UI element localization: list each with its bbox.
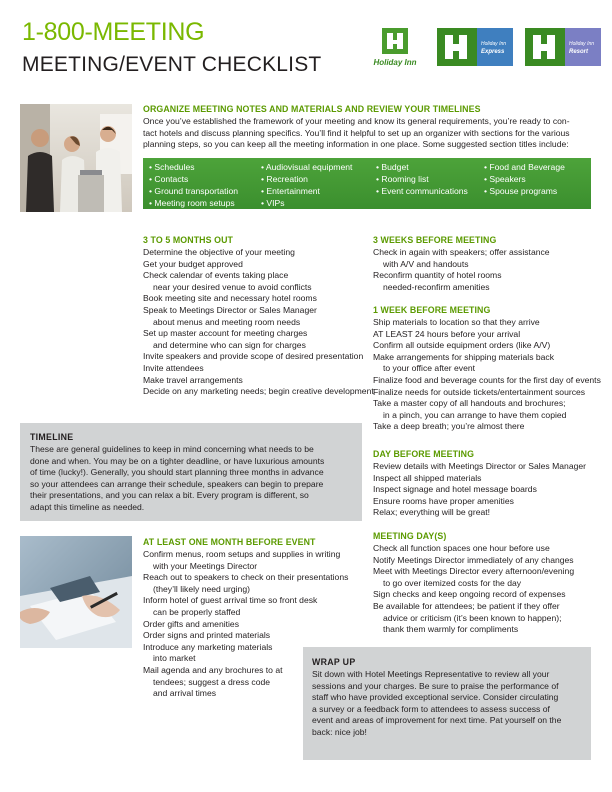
section-titles-column-4 xyxy=(484,161,565,197)
checklist-item: Meet with Meetings Director every afternoon/evening xyxy=(373,566,575,577)
checklist-item: Confirm menus, room setups and supplies in writing xyxy=(143,549,341,559)
checklist-item: tendees; suggest a dress code xyxy=(153,676,271,687)
checklist-item: near your desired venue to avoid conflicts xyxy=(153,281,312,292)
holiday-inn-logo xyxy=(365,28,425,70)
section-title-item: • Spouse programs xyxy=(484,186,558,196)
checklist-item: in a pinch, you can arrange to have them copied xyxy=(383,409,567,420)
timeline-line: of time (lucky!). Generally, you should start planning three months in advance xyxy=(30,467,324,478)
day-before-list xyxy=(373,461,586,519)
checklist-item: Order gifts and amenities xyxy=(143,618,240,629)
section-titles-column-3 xyxy=(376,161,468,197)
wrapup-heading: WRAP UP xyxy=(312,657,356,667)
checklist-item: Check all function spaces one hour before use xyxy=(373,543,550,553)
checklist-item: Finalize needs for outside tickets/entertainment sources xyxy=(373,386,586,397)
section-title-item: • Event communications xyxy=(376,186,468,196)
checklist-item: to your office after event xyxy=(383,363,476,374)
section-title-item: • Meeting room setups xyxy=(149,198,235,208)
svg-text:Resort: Resort xyxy=(569,49,589,55)
checklist-item: Make arrangements for shipping materials back xyxy=(373,351,555,362)
checklist-item: Reach out to speakers to check on their presentations xyxy=(143,572,349,583)
wrapup-paragraph xyxy=(312,669,588,739)
svg-text:Holiday Inn: Holiday Inn xyxy=(373,58,417,67)
checklist-item: Be available for attendees; be patient if they offer xyxy=(373,600,560,611)
checklist-item: with A/V and handouts xyxy=(383,258,469,269)
checklist-item: Set up master account for meeting charges xyxy=(143,328,308,339)
timeline-heading: TIMELINE xyxy=(30,432,74,442)
months-out-list xyxy=(143,247,374,398)
section-title-item: • Ground transportation xyxy=(149,186,238,196)
checklist-item: Confirm all outside equipment orders (like A/V) xyxy=(373,340,551,351)
holiday-inn-resort-logo xyxy=(525,28,601,66)
wrapup-line: staff who have provided exceptional service. Consider circulating xyxy=(312,692,559,703)
section-titles-column-1 xyxy=(149,161,238,209)
one-month-heading: AT LEAST ONE MONTH BEFORE EVENT xyxy=(143,537,316,547)
checklist-item: Speak to Meetings Director or Sales Manager xyxy=(143,304,317,315)
organize-line: Once you’ve established the framework of your meeting and know its general requirements, you’re ready to con- xyxy=(143,116,570,126)
checklist-item: Invite speakers and provide scope of desired presentation xyxy=(143,351,364,362)
checklist-item: Review details with Meetings Director or Sales Manager xyxy=(373,461,587,471)
checklist-item: can be properly staffed xyxy=(153,606,241,617)
checklist-item: and arrival times xyxy=(153,688,217,699)
three-weeks-list xyxy=(373,247,550,293)
checklist-item: Inspect signage and hotel message boards xyxy=(373,484,537,495)
months-out-heading: 3 TO 5 MONTHS OUT xyxy=(143,235,234,245)
checklist-item: advice or criticism (it’s been known to happen); xyxy=(383,612,562,623)
checklist-item: thank them warmly for compliments xyxy=(383,624,519,635)
checklist-item: into market xyxy=(153,653,196,664)
section-titles-column-2 xyxy=(261,161,352,209)
checklist-item: Ship materials to location so that they arrive xyxy=(373,317,540,327)
checklist-item: Notify Meetings Director immediately of any changes xyxy=(373,554,574,565)
timeline-line: These are general guidelines to keep in mind concerning what needs to be xyxy=(30,444,314,454)
checklist-item: (they’ll likely need urging) xyxy=(153,583,250,594)
timeline-line: so your attendees can arrange their schedule, speakers can begin to prepare xyxy=(30,478,324,489)
checklist-item: Sign checks and keep ongoing record of expenses xyxy=(373,589,566,600)
checklist-item: Mail agenda and any brochures to at xyxy=(143,664,283,675)
holiday-inn-express-logo xyxy=(437,28,513,66)
section-title-item: • Entertainment xyxy=(261,186,320,196)
checklist-item: to go over itemized costs for the day xyxy=(383,577,522,588)
section-title-item: • VIPs xyxy=(261,198,285,208)
three-weeks-heading: 3 WEEKS BEFORE MEETING xyxy=(373,235,497,245)
one-week-list xyxy=(373,317,601,433)
checklist-item: Get your budget approved xyxy=(143,258,243,269)
timeline-box xyxy=(20,423,362,521)
organize-line: planning steps, so you can keep all the meeting information in one place. Some suggested section titles include: xyxy=(143,139,569,150)
section-titles-box xyxy=(143,158,591,209)
organize-heading: ORGANIZE MEETING NOTES AND MATERIALS AND REVIEW YOUR TIMELINES xyxy=(143,104,481,114)
section-title-item: • Food and Beverage xyxy=(484,162,565,172)
checklist-item: Inform hotel of guest arrival time so front desk xyxy=(143,595,318,606)
wrapup-box xyxy=(303,647,591,760)
checklist-item: Ensure rooms have proper amenities xyxy=(373,495,514,506)
page-title: MEETING/EVENT CHECKLIST xyxy=(22,53,322,76)
section-title-item: • Budget xyxy=(376,162,409,172)
wrapup-line: sessions and your charges. Be sure to praise the performance of xyxy=(312,680,559,691)
checklist-item: Order signs and printed materials xyxy=(143,630,271,641)
checklist-item: and determine who can sign for charges xyxy=(153,339,306,350)
meeting-days-list xyxy=(373,543,574,636)
checklist-item: Check in again with speakers; offer assistance xyxy=(373,247,550,257)
checklist-item: Decide on any marketing needs; begin creative development xyxy=(143,386,374,397)
checklist-item: Relax; everything will be great! xyxy=(373,507,491,518)
one-week-heading: 1 WEEK BEFORE MEETING xyxy=(373,305,491,315)
section-title-item: • Contacts xyxy=(149,174,189,184)
organize-line: tact hotels and discuss planning specifics. You’ll find it helpful to set up an organizer with sections for the various xyxy=(143,127,570,138)
wrapup-line: back: nice job! xyxy=(312,726,367,737)
section-title-item: • Speakers xyxy=(484,174,526,184)
svg-text:Holiday Inn: Holiday Inn xyxy=(481,41,507,47)
checklist-item: needed-reconfirm amenities xyxy=(383,281,490,292)
checklist-item: Check calendar of events taking place xyxy=(143,270,289,281)
checklist-item: about menus and meeting room needs xyxy=(153,316,301,327)
svg-text:Holiday Inn: Holiday Inn xyxy=(569,41,595,47)
checklist-item: Book meeting site and necessary hotel rooms xyxy=(143,293,317,304)
meeting-photo xyxy=(20,104,132,212)
checklist-item: Determine the objective of your meeting xyxy=(143,247,295,257)
checklist-item: Introduce any marketing materials xyxy=(143,641,273,652)
checklist-item: Make travel arrangements xyxy=(143,374,243,385)
checklist-item: Take a master copy of all handouts and brochures; xyxy=(373,398,566,409)
wrapup-line: a survey or a feedback form to attendees to assess success of xyxy=(312,703,550,714)
brand-phone-number: 1-800-MEETING xyxy=(22,18,205,46)
meeting-days-heading: MEETING DAY(S) xyxy=(373,531,447,541)
checklist-item: Inspect all shipped materials xyxy=(373,472,482,483)
organize-paragraph xyxy=(143,116,591,151)
day-before-heading: DAY BEFORE MEETING xyxy=(373,449,475,459)
section-title-item: • Recreation xyxy=(261,174,308,184)
checklist-item: with your Meetings Director xyxy=(153,560,258,571)
timeline-paragraph xyxy=(30,444,358,514)
timeline-line: done and when. You may be on a tighter deadline, or have luxurious amounts xyxy=(30,455,325,466)
checklist-item: Reconfirm quantity of hotel rooms xyxy=(373,270,502,281)
svg-text:Express: Express xyxy=(481,49,505,55)
checklist-item: Take a deep breath; you’re almost there xyxy=(373,421,525,432)
section-title-item: • Audiovisual equipment xyxy=(261,162,353,172)
section-title-item: • Rooming list xyxy=(376,174,429,184)
wrapup-line: event and areas of improvement for next time. Pat yourself on the xyxy=(312,715,562,726)
checklist-item: Finalize food and beverage counts for the first day of events xyxy=(373,374,601,385)
section-title-item: • Schedules xyxy=(149,162,195,172)
wrapup-line: Sit down with Hotel Meetings Representative to review all your xyxy=(312,669,550,679)
checklist-item: AT LEAST 24 hours before your arrival xyxy=(373,328,521,339)
timeline-line: adapt this timeline as needed. xyxy=(30,501,145,512)
timeline-line: their presentations, and you can relax a bit. Every program is different, so xyxy=(30,490,309,501)
checklist-item: Invite attendees xyxy=(143,362,204,373)
laptop-photo xyxy=(20,536,132,648)
